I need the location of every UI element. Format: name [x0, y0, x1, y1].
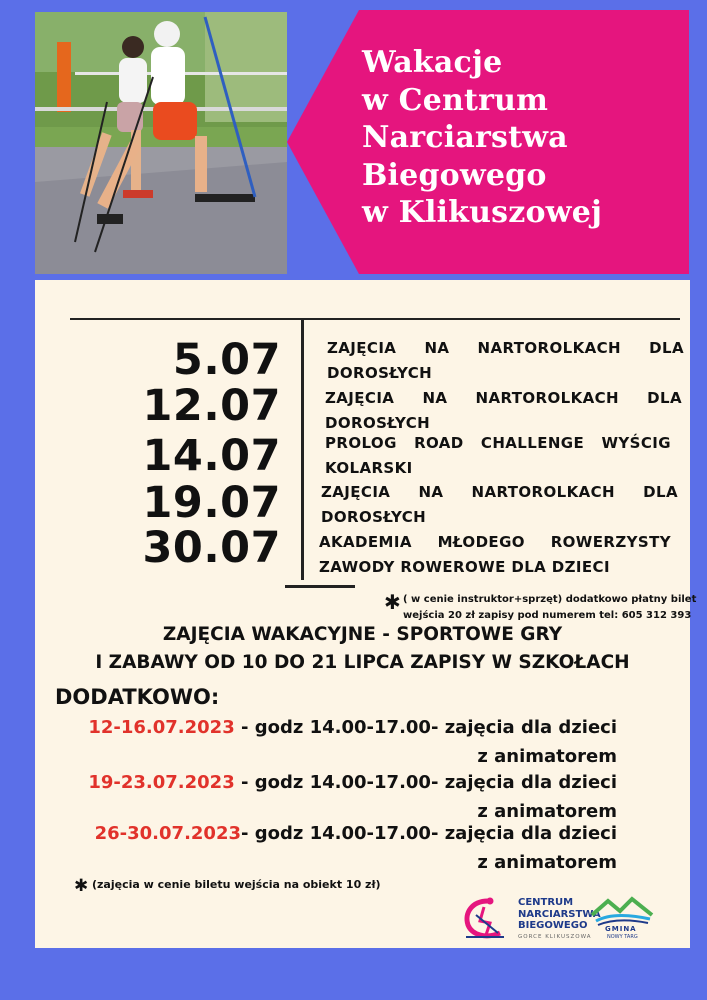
event-line-2: DOROSŁYCH	[325, 414, 431, 432]
event-word: DLA	[649, 339, 684, 357]
extra-row-text: - godz 14.00-17.00- zajęcia dla dzieci	[241, 823, 617, 844]
schedule-top-rule	[70, 318, 680, 320]
event-word: PROLOG	[325, 434, 397, 452]
event-word: NARTOROLKACH	[471, 483, 616, 501]
event-line-2: ZAWODY ROWEROWE DLA DZIECI	[319, 558, 610, 576]
banner-title-line: Wakacje	[362, 45, 503, 80]
event-line-2: DOROSŁYCH	[321, 508, 427, 526]
extra-row-continuation: z animatorem	[477, 801, 617, 822]
schedule-date: 12.07	[142, 381, 281, 431]
centrum-logo-line: BIEGOWEGO	[518, 920, 588, 931]
price-note-line: ( w cenie instruktor+sprzęt) dodatkowo płatny bilet	[403, 594, 697, 605]
extra-row-text: - godz 14.00-17.00- zajęcia dla dzieci	[234, 717, 617, 738]
centrum-logo-line: CENTRUM	[518, 897, 574, 908]
extra-row	[88, 717, 617, 738]
schedule-event	[327, 336, 684, 386]
event-word: ROWERZYSTY	[550, 533, 671, 551]
event-word: CHALLENGE	[480, 434, 585, 452]
schedule-event	[321, 480, 678, 530]
event-word: NA	[422, 389, 448, 407]
event-line-2: KOLARSKI	[325, 459, 413, 477]
extra-row-continuation: z animatorem	[477, 852, 617, 873]
banner-title-line: Biegowego	[362, 157, 547, 193]
price-note-line: wejścia 20 zł zapisy pod numerem tel: 605 312 393	[403, 610, 692, 621]
schedule-divider-foot	[285, 585, 355, 588]
extra-row-text: - godz 14.00-17.00- zajęcia dla dzieci	[234, 772, 617, 793]
event-word: ZAJĘCIA	[327, 339, 397, 357]
event-word: ZAJĘCIA	[325, 389, 395, 407]
event-word: NA	[418, 483, 444, 501]
event-word: AKADEMIA	[319, 533, 412, 551]
event-word: NARTOROLKACH	[477, 339, 622, 357]
extra-row-continuation: z animatorem	[477, 746, 617, 767]
event-word: MŁODEGO	[437, 533, 525, 551]
extra-row-date: 26-30.07.2023	[94, 823, 241, 844]
price-note	[403, 592, 697, 624]
schedule-date: 19.07	[142, 478, 281, 528]
schedule-date: 5.07	[172, 335, 281, 385]
event-line-1	[325, 431, 671, 456]
centrum-logo-subtitle: GORCE KLIKUSZOWA	[518, 934, 592, 940]
banner-title-line: w Centrum	[362, 82, 549, 118]
event-word: NARTOROLKACH	[475, 389, 620, 407]
schedule-event	[319, 530, 671, 580]
event-word: NA	[424, 339, 450, 357]
schedule-date: 30.07	[142, 523, 281, 573]
event-word: DLA	[643, 483, 678, 501]
asterisk-icon: ✱	[384, 590, 401, 614]
extra-row-date: 19-23.07.2023	[88, 772, 235, 793]
event-word: ROAD	[414, 434, 464, 452]
roller-skiers-photo	[35, 12, 287, 274]
schedule-divider	[301, 318, 304, 580]
schedule-event	[325, 386, 682, 436]
centrum-logo-line: NARCIARSTWA	[518, 908, 601, 920]
summer-activities-line: I ZABAWY OD 10 DO 21 LIPCA ZAPISY W SZKOŁACH	[95, 652, 630, 673]
schedule-date: 14.07	[142, 431, 281, 481]
event-word: WYŚCIG	[601, 434, 671, 452]
schedule-event	[325, 431, 671, 481]
asterisk-icon: ✱	[74, 876, 89, 896]
event-line-1	[321, 480, 678, 505]
event-line-1	[325, 386, 682, 411]
event-line-2: DOROSŁYCH	[327, 364, 433, 382]
event-word: DLA	[647, 389, 682, 407]
extra-row	[88, 772, 617, 793]
banner-title-line: Narciarstwa	[362, 120, 568, 155]
event-line-1	[319, 530, 671, 555]
summer-activities-line: ZAJĘCIA WAKACYJNE - SPORTOWE GRY	[162, 624, 563, 645]
event-word: ZAJĘCIA	[321, 483, 391, 501]
additionally-heading: DODATKOWO:	[55, 685, 220, 709]
ticket-note: (zajęcia w cenie biletu wejścia na obiekt 10 zł)	[92, 878, 381, 891]
extra-row	[95, 823, 617, 844]
photo-illustration	[35, 12, 287, 274]
gmina-logo-text: GMINA	[605, 925, 637, 933]
extra-row-date: 12-16.07.2023	[88, 717, 235, 738]
banner-title	[362, 44, 682, 232]
gmina-logo-subtitle: NOWY TARG	[607, 934, 638, 940]
banner-title-line: w Klikuszowej	[362, 195, 603, 230]
event-line-1	[327, 336, 684, 361]
